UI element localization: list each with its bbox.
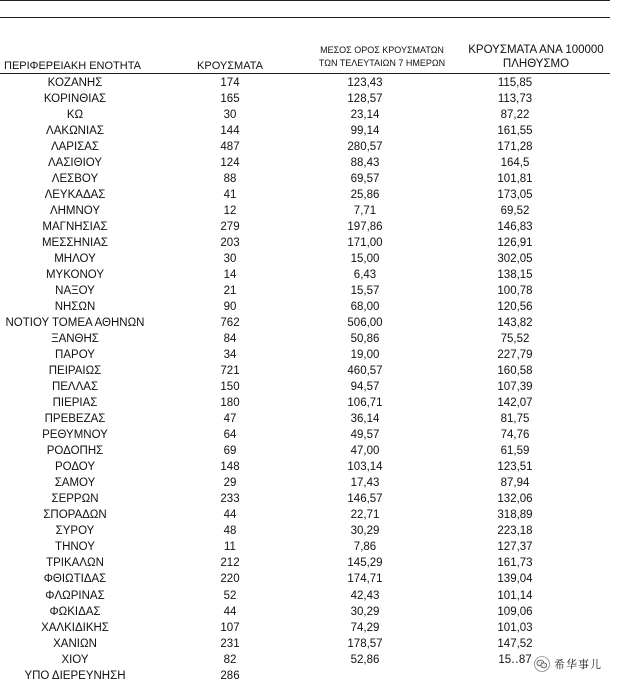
cell-avg7: 174,71 [347,573,383,586]
table-row [0,539,610,555]
cell-avg7: 145,29 [347,557,383,570]
cell-cases: 12 [223,205,237,218]
cell-region: ΜΥΚΟΝΟΥ [45,269,105,282]
cell-region: ΝΟΤΙΟΥ ΤΟΜΕΑ ΑΘΗΝΩΝ [5,317,145,330]
table-row [0,571,610,587]
cell-cases: 231 [220,637,240,650]
cell-region: ΣΕΡΡΩΝ [51,493,99,506]
table-row [0,427,610,443]
cell-per100k: 173,05 [497,189,533,202]
table-row [0,523,610,539]
cell-cases: 203 [220,237,240,250]
cell-cases: 88 [223,173,237,186]
cell-region: ΞΑΝΘΗΣ [51,333,99,346]
top-rule [0,0,610,1]
cell-cases: 29 [223,477,237,490]
cell-cases: 174 [220,77,240,89]
cell-region: ΠΕΛΛΑΣ [51,381,99,394]
cell-region: ΤΡΙΚΑΛΩΝ [46,557,104,570]
table-row [0,443,610,459]
table-row [0,251,610,267]
cell-region: ΠΙΕΡΙΑΣ [52,397,98,410]
cell-avg7: 25,86 [350,189,380,202]
cell-per100k: 74,76 [500,429,530,442]
cell-per100k: 161,55 [497,125,533,138]
table-row [0,139,610,155]
table-body [0,75,610,684]
cell-avg7: 94,57 [350,381,380,394]
cell-cases: 44 [223,605,237,618]
cell-per100k: 164,5 [500,157,530,170]
cell-cases: 165 [220,93,240,106]
cell-cases: 30 [223,253,237,266]
cell-per100k: 161,73 [497,557,533,570]
table-row [0,411,610,427]
cell-cases: 47 [223,413,237,426]
cell-per100k: 15‥87 [498,653,532,666]
cell-region: ΛΕΣΒΟΥ [51,173,99,186]
cell-per100k: 61,59 [500,445,530,458]
cell-avg7: 506,00 [347,317,383,330]
cell-per100k: 142,07 [497,397,533,410]
header-region: ΠΕΡΙΦΕΡΕΙΑΚΗ ΕΝΟΤΗΤΑ [4,60,141,72]
cell-region: ΛΗΜΝΟΥ [49,205,101,218]
table-row [0,347,610,363]
cell-per100k: 171,28 [497,141,533,154]
cell-avg7: 178,57 [347,637,383,650]
table-row [0,459,610,475]
table-header [0,36,643,74]
cell-cases: 82 [223,653,237,666]
cell-avg7: 88,43 [350,157,380,170]
cell-avg7: 49,57 [350,429,380,442]
header-per100k-line2: ΠΛΗΘΥΣΜΟ [502,58,570,70]
cell-avg7: 42,43 [350,589,380,602]
cell-region: ΚΩ [66,109,84,122]
cell-cases: 21 [223,285,237,298]
cell-avg7: 15,00 [350,253,380,266]
cell-avg7: 22,71 [350,509,380,522]
cell-region: ΜΑΓΝΗΣΙΑΣ [42,221,108,234]
cell-region: ΦΘΙΩΤΙΔΑΣ [43,573,107,586]
cell-cases: 233 [220,493,240,506]
cell-cases: 69 [223,445,237,458]
cell-region: ΝΑΞΟΥ [55,285,95,298]
cell-region: ΚΟΖΑΝΗΣ [47,77,103,89]
cell-cases: 34 [223,349,237,362]
cell-per100k: 302,05 [497,253,533,266]
table-row [0,187,610,203]
cell-cases: 144 [220,125,240,138]
cell-region: ΡΟΔΟΥ [54,461,96,474]
cell-cases: 721 [220,365,240,378]
table-row [0,299,610,315]
cell-per100k: 223,18 [497,525,533,538]
cell-avg7: 47,00 [350,445,380,458]
cell-cases: 279 [220,221,240,234]
table-row [0,219,610,235]
cell-cases: 150 [220,381,240,394]
table-row [0,491,610,507]
table-row [0,555,610,571]
cell-avg7: 99,14 [350,125,380,138]
cell-avg7: 123,43 [347,77,383,89]
cell-region: ΜΗΛΟΥ [54,253,96,266]
cell-per100k: 160,58 [497,365,533,378]
cell-region: ΠΑΡΟΥ [55,349,95,362]
cell-per100k: 101,81 [497,173,533,186]
cell-cases: 286 [220,669,240,682]
cell-per100k: 120,56 [497,301,533,314]
cell-cases: 180 [220,397,240,410]
cell-region: ΛΕΥΚΑΔΑΣ [44,189,106,202]
cell-cases: 11 [224,541,236,554]
cell-region: ΡΕΘΥΜΝΟΥ [42,429,108,442]
table-row [0,267,610,283]
cell-cases: 48 [223,525,237,538]
cell-per100k: 113,73 [497,93,533,106]
cell-per100k: 138,15 [497,269,533,282]
wechat-logo-icon [534,656,550,672]
table-row [0,636,610,652]
top-rule-second [0,17,610,18]
table-row [0,331,610,347]
cell-per100k: 75,52 [500,333,530,346]
cell-region: ΝΗΣΩΝ [54,301,96,314]
header-avg7-line2: ΤΩΝ ΤΕΛΕΥΤΑΙΩΝ 7 ΗΜΕΡΩΝ [318,58,446,68]
cell-per100k: 143,82 [497,317,533,330]
cell-cases: 41 [223,189,237,202]
cell-per100k: 127,37 [497,541,533,554]
cell-per100k: 107,39 [497,381,533,394]
cell-region: ΛΑΡΙΣΑΣ [50,141,100,154]
cell-avg7: 197,86 [347,221,383,234]
cell-avg7: 6,43 [353,269,377,282]
table-row [0,91,610,107]
cell-region: ΠΕΙΡΑΙΩΣ [48,365,102,378]
header-per100k-line1: ΚΡΟΥΣΜΑΤΑ ΑΝΑ 100000 [468,44,604,56]
table-row [0,283,610,299]
cell-cases: 107 [220,621,240,634]
cell-cases: 52 [223,589,237,602]
cell-region: ΦΩΚΙΔΑΣ [49,605,101,618]
cell-avg7: 7,86 [353,541,377,554]
cell-cases: 44 [223,509,237,522]
cell-per100k: 87,22 [500,109,530,122]
cell-avg7: 15,57 [350,285,380,298]
cell-per100k: 101,03 [497,621,533,634]
cell-avg7: 146,57 [347,493,383,506]
watermark [532,655,602,673]
table-row [0,155,610,171]
cell-region: ΧΑΝΙΩΝ [53,637,97,650]
cell-cases: 30 [223,109,237,122]
cell-per100k: 132,06 [497,493,533,506]
cell-region: ΥΠΟ ΔΙΕΡΕΥΝΗΣΗ [24,669,126,682]
cell-cases: 84 [223,333,237,346]
table-row [0,395,610,411]
cell-per100k: 123,51 [497,461,533,474]
cell-avg7 [310,668,420,684]
cell-per100k: 69,52 [500,205,530,218]
table-row [0,604,610,620]
cell-region: ΣΥΡΟΥ [55,525,95,538]
cell-cases: 220 [220,573,240,586]
cell-per100k: 146,83 [497,221,533,234]
cell-cases: 148 [220,461,240,474]
cell-avg7: 171,00 [347,237,383,250]
table-row [0,507,610,523]
cell-avg7: 460,57 [347,365,383,378]
cell-region: ΣΠΟΡΑΔΩΝ [43,509,107,522]
cell-per100k: 81,75 [500,413,530,426]
header-avg7 [300,44,464,70]
cell-per100k: 126,91 [497,237,533,250]
cell-avg7: 69,57 [350,173,380,186]
cases-table [0,75,610,684]
table-row [0,620,610,636]
cell-avg7: 103,14 [347,461,383,474]
cell-avg7: 52,86 [350,653,380,666]
cell-per100k: 109,06 [497,605,533,618]
table-row [0,123,610,139]
cell-cases: 14 [223,269,237,282]
table-row [0,203,610,219]
header-cases: ΚΡΟΥΣΜΑΤΑ [197,60,263,72]
table-row [0,379,610,395]
cell-cases: 487 [220,141,240,154]
table-row [0,668,610,684]
cell-avg7: 17,43 [350,477,380,490]
watermark-text: 希华事儿 [554,658,602,671]
cell-avg7: 23,14 [350,109,380,122]
table-row [0,652,610,668]
cell-cases: 212 [220,557,240,570]
cell-per100k: 139,04 [497,573,533,586]
cell-per100k: 115,85 [497,77,533,89]
cell-per100k: 147,52 [497,637,533,650]
cell-region: ΛΑΣΙΘΙΟΥ [47,157,103,170]
cell-per100k: 101,14 [497,589,533,602]
cell-per100k: 100,78 [497,285,533,298]
cell-avg7: 36,14 [350,413,380,426]
cell-region: ΤΗΝΟΥ [55,541,95,554]
cell-region: ΧΑΛΚΙΔΙΚΗΣ [41,621,109,634]
table-row [0,107,610,123]
cell-avg7: 30,29 [350,525,380,538]
cell-region: ΛΑΚΩΝΙΑΣ [46,125,104,138]
table-row [0,171,610,187]
cell-cases: 90 [223,301,237,314]
cell-cases: 64 [223,429,237,442]
cell-per100k: 87,94 [500,477,530,490]
cell-avg7: 30,29 [350,605,380,618]
table-row [0,475,610,491]
cell-region: ΠΡΕΒΕΖΑΣ [44,413,106,426]
cell-region: ΦΛΩΡΙΝΑΣ [45,589,105,602]
cell-cases: 762 [220,317,240,330]
cell-per100k: 227,79 [497,349,533,362]
cell-avg7: 19,00 [350,349,380,362]
cell-region: ΡΟΔΟΠΗΣ [46,445,104,458]
cell-avg7: 74,29 [350,621,380,634]
cell-avg7: 128,57 [347,93,383,106]
cell-per100k: 318,89 [497,509,533,522]
table-row [0,75,610,91]
cell-region: ΚΟΡΙΝΘΙΑΣ [43,93,107,106]
header-per100k [455,43,617,71]
cell-region: ΧΙΟΥ [61,653,89,666]
cell-avg7: 280,57 [347,141,383,154]
cell-avg7: 106,71 [347,397,383,410]
table-row [0,235,610,251]
cell-cases: 124 [220,157,240,170]
table-row [0,363,610,379]
header-avg7-line1: ΜΕΣΟΣ ΟΡΟΣ ΚΡΟΥΣΜΑΤΩΝ [320,45,444,55]
cell-region: ΜΕΣΣΗΝΙΑΣ [41,237,109,250]
table-row [0,315,610,331]
header-rule [0,73,610,74]
cell-region: ΣΑΜΟΥ [54,477,96,490]
cell-avg7: 68,00 [350,301,380,314]
cell-avg7: 50,86 [350,333,380,346]
table-row [0,588,610,604]
cell-avg7: 7,71 [353,205,377,218]
